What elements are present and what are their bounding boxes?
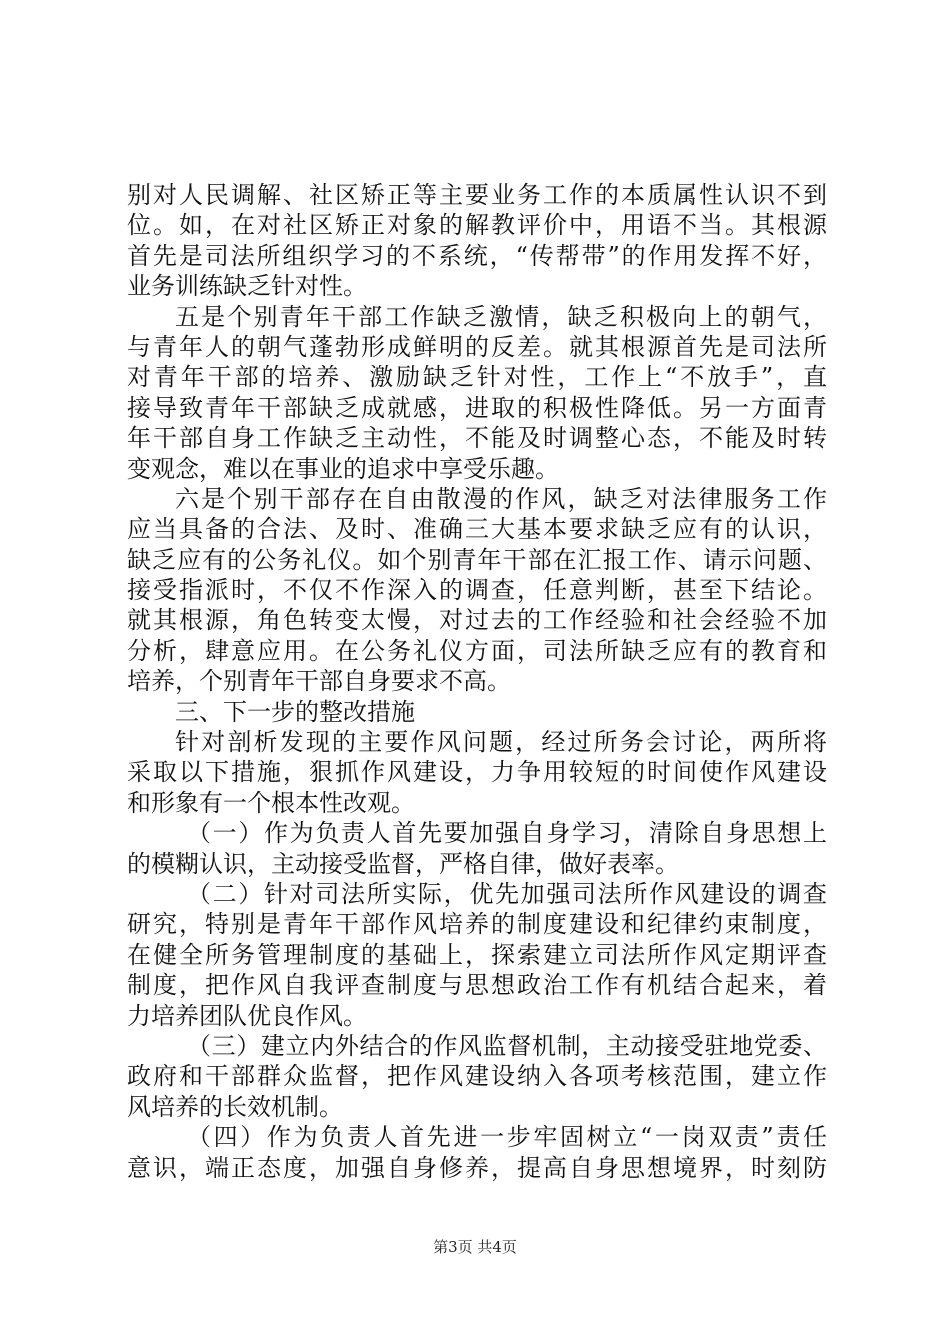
text-line: 制度，把作风自我评查制度与思想政治工作有机结合起来，着: [127, 971, 827, 1000]
text-line: 力培养团队优良作风。: [127, 1001, 367, 1030]
page-number-label: 第3页 共4页: [433, 1238, 517, 1256]
text-line: 的模糊认识，主动接受监督，严格自律，做好表率。: [127, 849, 679, 878]
text-line: 意识，端正态度，加强自身修养，提高自身思想境界，时刻防: [127, 1153, 827, 1182]
text-line: 就其根源，角色转变太慢，对过去的工作经验和社会经验不加: [127, 606, 827, 635]
text-line: 培养，个别青年干部自身要求不高。: [127, 667, 511, 696]
text-line: 五是个别青年干部工作缺乏激情，缺乏积极向上的朝气，: [175, 302, 827, 331]
paragraph-7: [127, 1031, 827, 1122]
text-line: （四）作为负责人首先进一步牢固树立“一岗双责”责任: [187, 1123, 827, 1152]
text-line: （二）针对司法所实际，优先加强司法所作风建设的调查: [187, 879, 827, 908]
paragraph-6: [127, 879, 827, 1031]
text-line: （三）建立内外结合的作风监督机制，主动接受驻地党委、: [187, 1031, 827, 1060]
text-line: 接导致青年干部缺乏成就感，进取的积极性降低。另一方面青: [127, 393, 827, 422]
text-line: 位。如，在对社区矫正对象的解教评价中，用语不当。其根源: [127, 211, 827, 240]
paragraph-5: [127, 818, 827, 879]
text-line: 接受指派时，不仅不作深入的调查，任意判断，甚至下结论。: [127, 576, 827, 605]
text-line: （一）作为负责人首先要加强自身学习，清除自身思想上: [187, 819, 827, 848]
text-line: 应当具备的合法、及时、准确三大基本要求缺乏应有的认识，: [127, 515, 827, 544]
document-body: [127, 180, 827, 1183]
text-line: 年干部自身工作缺乏主动性，不能及时调整心态，不能及时转: [127, 424, 827, 453]
text-line: 六是个别干部存在自由散漫的作风，缺乏对法律服务工作: [175, 484, 827, 513]
text-line: 变观念，难以在事业的追求中享受乐趣。: [127, 454, 559, 483]
text-line: 别对人民调解、社区矫正等主要业务工作的本质属性认识不到: [127, 181, 827, 209]
section-heading: [127, 697, 827, 727]
page-footer: [0, 1238, 950, 1256]
text-line: 政府和干部群众监督，把作风建设纳入各项考核范围，建立作: [127, 1062, 827, 1091]
paragraph-1: [127, 180, 827, 302]
text-line: 采取以下措施，狠抓作风建设，力争用较短的时间使作风建设: [127, 758, 827, 787]
text-line: 在健全所务管理制度的基础上，探索建立司法所作风定期评查: [127, 940, 827, 969]
paragraph-2: [127, 302, 827, 484]
paragraph-4: [127, 727, 827, 818]
text-line: 针对剖析发现的主要作风问题，经过所务会讨论，两所将: [175, 728, 827, 757]
section-heading-text: 三、下一步的整改措施: [175, 697, 415, 726]
text-line: 和形象有一个根本性改观。: [127, 788, 415, 817]
paragraph-3: [127, 484, 827, 697]
text-line: 业务训练缺乏针对性。: [127, 272, 367, 301]
text-line: 风培养的长效机制。: [127, 1092, 343, 1121]
text-line: 分析，肆意应用。在公务礼仪方面，司法所缺乏应有的教育和: [127, 636, 827, 665]
paragraph-8: [127, 1122, 827, 1183]
text-line: 与青年人的朝气蓬勃形成鲜明的反差。就其根源首先是司法所: [127, 332, 827, 361]
text-line: 对青年干部的培养、激励缺乏针对性，工作上“不放手”，直: [127, 363, 827, 392]
text-line: 首先是司法所组织学习的不系统，“传帮带”的作用发挥不好，: [127, 241, 827, 270]
text-line: 研究，特别是青年干部作风培养的制度建设和纪律约束制度，: [127, 910, 827, 939]
text-line: 缺乏应有的公务礼仪。如个别青年干部在汇报工作、请示问题、: [127, 545, 827, 574]
